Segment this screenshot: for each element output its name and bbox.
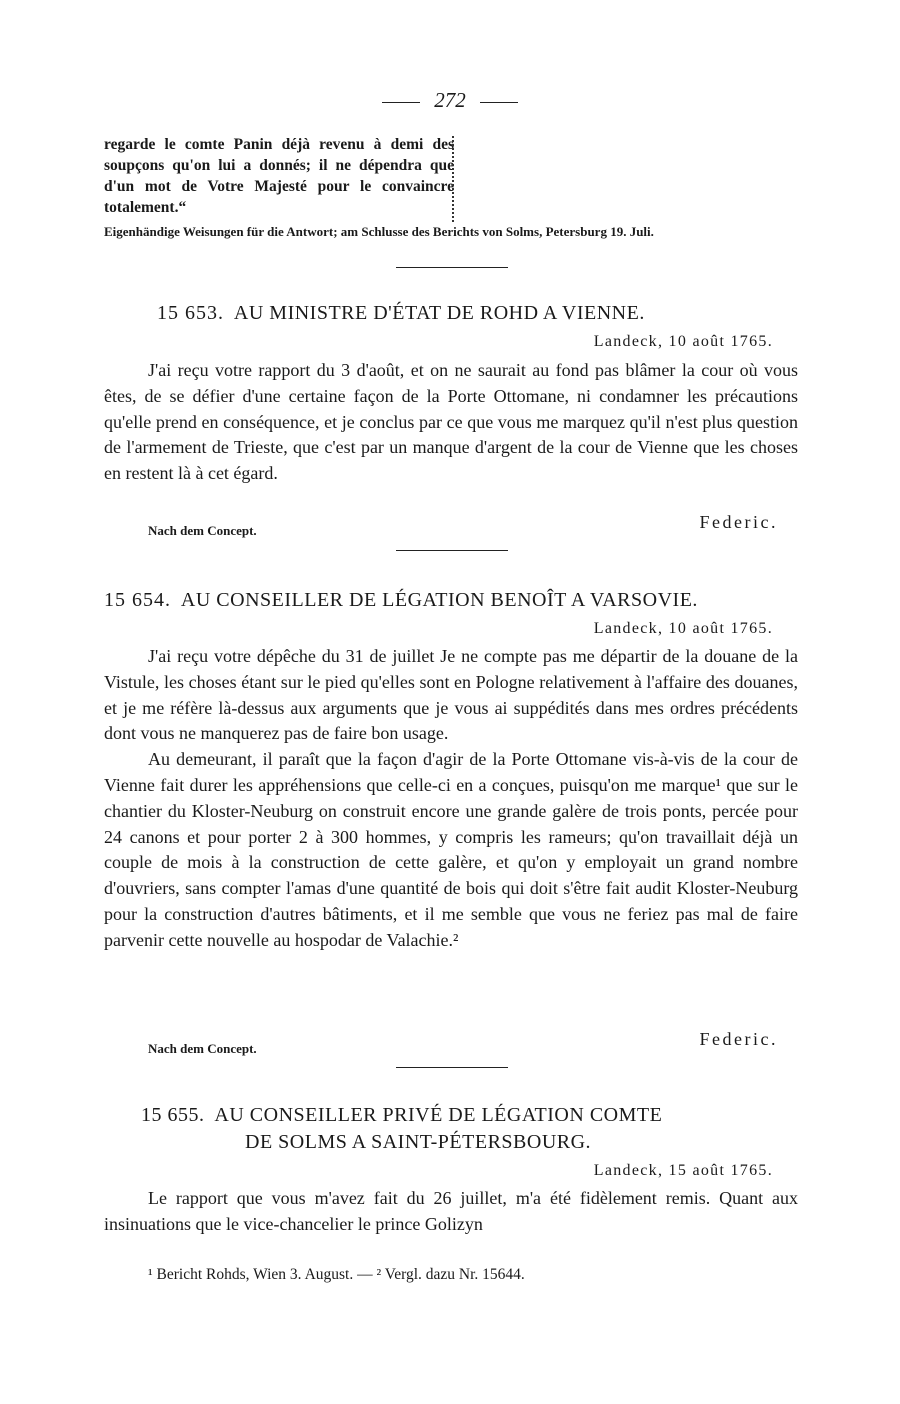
letter-dateline: Landeck, 10 août 1765. xyxy=(593,620,773,637)
letter-paragraph: Au demeurant, il paraît que la façon d'agir de la Porte Ottomane vis-à-vis de la cour de Vienne fait durer les appréhensions que celle-ci en a conçues, puisqu'on me marque¹ que sur le chantier du Kloster-Neuburg on construit encore une grande galère de trois ponts, percée pour 24 canons et pour porter 2 à 300 hommes, y compris les rameurs; qu'on travaillait déjà un couple de mois à la construction de cette galère, et qu'on y employait un grand nombre d'ouvriers, sans compter l'amas d'une quantité de bois qui doit s'être fait audit Kloster-Neuburg pour la construction d'autres bâtiments, et il me semble que vous ne feriez pas mal de faire parvenir cette nouvelle au hospodar de Valachie.² xyxy=(104,749,798,950)
letter-title: AU CONSEILLER DE LÉGATION BENOÎT A VARSOVIE. xyxy=(180,589,698,611)
letter-paragraph: Le rapport que vous m'avez fait du 26 juillet, m'a été fidèlement remis. Quant aux insinuations que le vice-chancelier le prince Golizyn xyxy=(104,1188,798,1234)
letter-heading xyxy=(104,589,698,612)
letter-paragraph: J'ai reçu votre rapport du 3 d'août, et on ne saurait au fond pas blâmer la cour où vous êtes, de se défier d'une certaine façon de la Porte Ottomane, ni condamner les précautions qu'elle prend en conséquence, et je conclus par ce que vous me marquez qu'il n'est plus question de l'armement de Trieste, que c'est par un manque d'argent de la cour de Vienne que les choses en restent là à cet égard. xyxy=(104,360,798,484)
letter-heading xyxy=(141,1104,662,1127)
letter-body xyxy=(104,358,798,487)
letter-source: Nach dem Concept. xyxy=(148,523,257,538)
page-header xyxy=(0,88,900,113)
quoted-passage: regarde le comte Panin déjà revenu à demi des soupçons qu'on lui a donnés; il ne dépendra que d'un mot de Votre Majesté pour le convaincre totalement.“ xyxy=(104,136,454,216)
letter-dateline: Landeck, 15 août 1765. xyxy=(593,1162,773,1179)
letter-number: 15 654. xyxy=(104,589,171,611)
letter-signature: Federic. xyxy=(699,1029,778,1049)
section-divider xyxy=(396,550,508,551)
letter-title: AU MINISTRE D'ÉTAT DE ROHD A VIENNE. xyxy=(233,302,645,324)
letter-body xyxy=(104,644,798,954)
letter-title-line2: DE SOLMS A SAINT-PÉTERSBOURG. xyxy=(245,1131,592,1153)
letter-number: 15 655. xyxy=(141,1104,205,1126)
section-divider xyxy=(396,267,508,268)
header-dash-left xyxy=(382,102,420,103)
editorial-note: Eigenhändige Weisungen für die Antwort; am Schlusse des Berichts von Solms, Petersburg 19. Juli. xyxy=(104,224,654,239)
letter-title-line1: AU CONSEILLER PRIVÉ DE LÉGATION COMTE xyxy=(214,1104,663,1126)
quote-margin-rule xyxy=(452,136,454,222)
letter-source: Nach dem Concept. xyxy=(148,1041,257,1056)
letter-heading xyxy=(157,302,645,325)
header-dash-right xyxy=(480,102,518,103)
letter-dateline: Landeck, 10 août 1765. xyxy=(593,333,773,350)
letter-body xyxy=(104,1186,798,1238)
letter-paragraph: J'ai reçu votre dépêche du 31 de juillet Je ne compte pas me départir de la douane de la Vistule, les choses étant sur le pied qu'elles sont en Pologne relativement à l'affaire des douanes, et je me réfère là-dessus aux arguments que je vous ai suppédités dans mes ordres précédents dont vous ne manquerez pas de faire bon usage. xyxy=(104,646,798,744)
letter-number: 15 653. xyxy=(157,302,224,324)
letter-signature: Federic. xyxy=(699,512,778,532)
footnotes: ¹ Bericht Rohds, Wien 3. August. — ² Vergl. dazu Nr. 15644. xyxy=(148,1266,525,1283)
page-number: 272 xyxy=(434,88,466,112)
section-divider xyxy=(396,1067,508,1068)
